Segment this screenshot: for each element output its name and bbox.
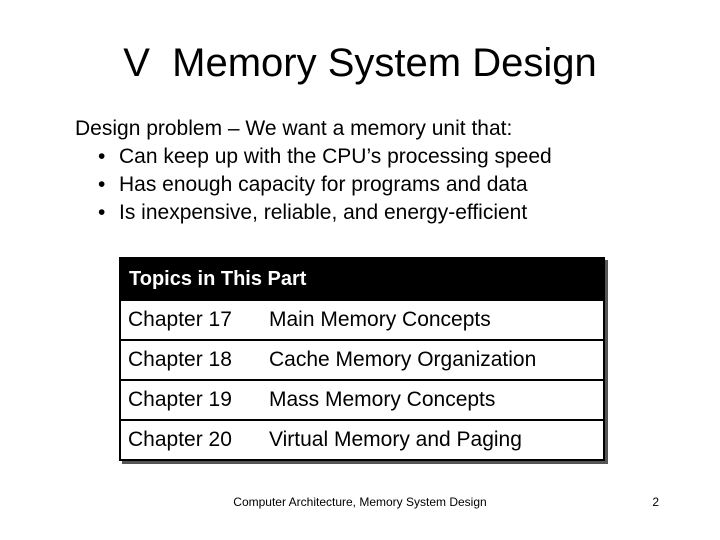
bullet-text: Can keep up with the CPU’s processing speed: [119, 145, 552, 168]
chapter-number: Chapter 19: [128, 388, 232, 411]
slide-footer: Computer Architecture, Memory System Design: [233, 495, 487, 509]
slide-title: V Memory System Design: [123, 41, 597, 85]
topic-row: [121, 299, 603, 339]
topics-table: [119, 257, 605, 461]
topic-row: [121, 419, 603, 459]
bullet-item: [98, 199, 552, 227]
chapter-number: Chapter 18: [128, 348, 232, 371]
topic-row: [121, 339, 603, 379]
topics-header: Topics in This Part: [121, 259, 603, 299]
page-number: 2: [652, 495, 659, 509]
bullet-icon: •: [98, 173, 106, 196]
intro-text: Design problem – We want a memory unit that:: [75, 117, 513, 140]
chapter-title: Mass Memory Concepts: [269, 388, 496, 411]
bullet-text: Has enough capacity for programs and data: [119, 173, 528, 196]
bullet-list: [98, 143, 552, 227]
bullet-text: Is inexpensive, reliable, and energy-efficient: [119, 201, 528, 224]
chapter-title: Cache Memory Organization: [269, 348, 537, 371]
chapter-number: Chapter 20: [128, 428, 232, 451]
chapter-title: Virtual Memory and Paging: [269, 428, 522, 451]
bullet-icon: •: [98, 145, 106, 168]
bullet-item: [98, 143, 552, 171]
chapter-number: Chapter 17: [128, 308, 232, 331]
topic-row: [121, 379, 603, 419]
bullet-icon: •: [98, 201, 106, 224]
chapter-title: Main Memory Concepts: [269, 308, 491, 331]
bullet-item: [98, 171, 552, 199]
